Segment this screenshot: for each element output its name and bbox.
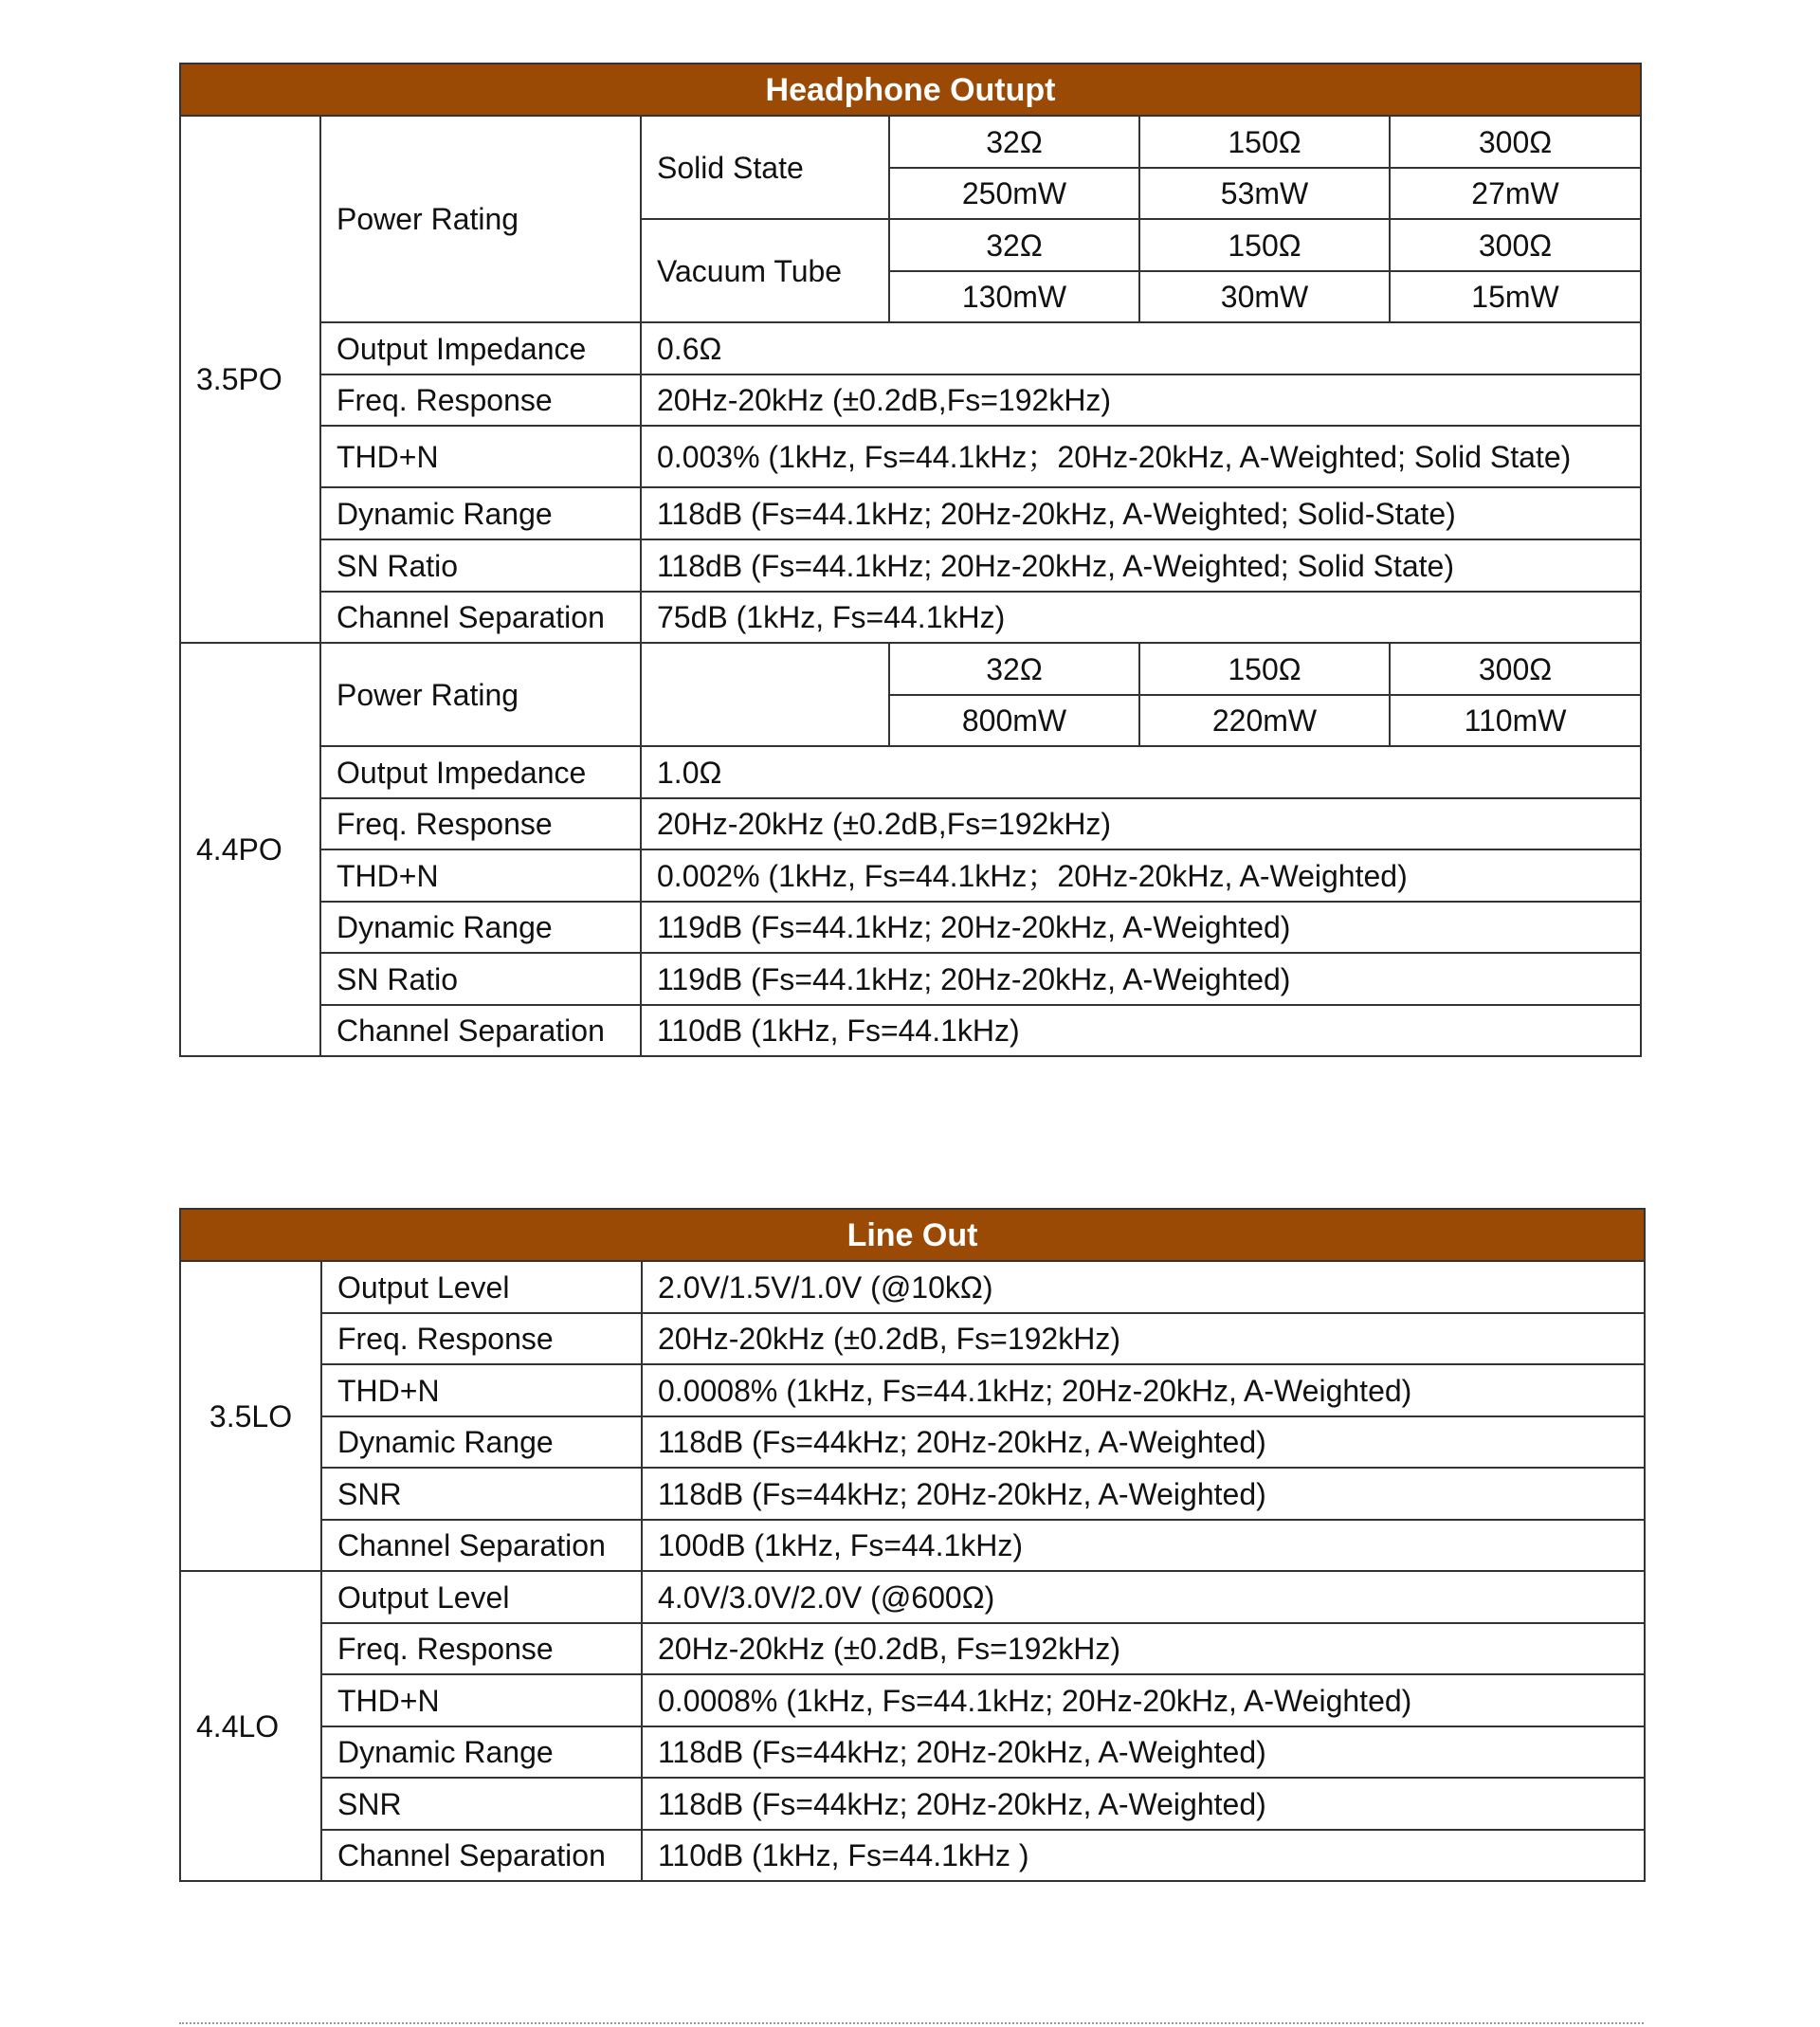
row-label: Dynamic Range [320, 902, 641, 953]
row-value: 20Hz-20kHz (±0.2dB, Fs=192kHz) [642, 1623, 1645, 1674]
row-label: THD+N [321, 1674, 642, 1726]
row-value: 2.0V/1.5V/1.0V (@10kΩ) [642, 1261, 1645, 1313]
row-label: Freq. Response [320, 374, 641, 426]
power-cell: 220mW [1139, 695, 1390, 746]
sublabel-solid-state: Solid State [641, 116, 889, 219]
power-cell: 30mW [1139, 271, 1390, 322]
row-label: Output Level [321, 1261, 642, 1313]
load-cell: 150Ω [1139, 219, 1390, 271]
row-value: 110dB (1kHz, Fs=44.1kHz) [641, 1005, 1641, 1056]
row-value: 119dB (Fs=44.1kHz; 20Hz-20kHz, A-Weighted) [641, 902, 1641, 953]
row-label: THD+N [321, 1364, 642, 1416]
row-value: 20Hz-20kHz (±0.2dB,Fs=192kHz) [641, 798, 1641, 849]
footer-divider [179, 2022, 1644, 2024]
load-cell: 32Ω [889, 219, 1139, 271]
row-label: Dynamic Range [321, 1726, 642, 1778]
section-label-4.4lo: 4.4LO [180, 1571, 321, 1881]
row-label: Output Impedance [320, 322, 641, 374]
row-label: SN Ratio [320, 539, 641, 592]
row-value: 75dB (1kHz, Fs=44.1kHz) [641, 592, 1641, 643]
row-value: 118dB (Fs=44kHz; 20Hz-20kHz, A-Weighted) [642, 1778, 1645, 1830]
row-label: Dynamic Range [320, 487, 641, 539]
row-label: SNR [321, 1468, 642, 1520]
load-cell: 300Ω [1390, 116, 1641, 168]
row-value: 20Hz-20kHz (±0.2dB, Fs=192kHz) [642, 1313, 1645, 1364]
row-value: 118dB (Fs=44.1kHz; 20Hz-20kHz, A-Weighted; Solid-State) [641, 487, 1641, 539]
row-label: Channel Separation [321, 1520, 642, 1571]
row-label: Dynamic Range [321, 1416, 642, 1468]
row-value: 1.0Ω [641, 746, 1641, 798]
row-label: Output Level [321, 1571, 642, 1623]
headphone-output-table [179, 63, 1642, 1057]
table-title: Line Out [180, 1209, 1645, 1261]
row-label: Channel Separation [320, 592, 641, 643]
row-label: THD+N [320, 426, 641, 487]
row-value: 118dB (Fs=44kHz; 20Hz-20kHz, A-Weighted) [642, 1468, 1645, 1520]
power-cell: 110mW [1390, 695, 1641, 746]
row-label: Output Impedance [320, 746, 641, 798]
load-cell: 32Ω [889, 116, 1139, 168]
row-value: 0.002% (1kHz, Fs=44.1kHz；20Hz-20kHz, A-Weighted) [641, 849, 1641, 902]
section-label-4.4po: 4.4PO [180, 643, 320, 1056]
row-label: Channel Separation [321, 1830, 642, 1881]
row-label: THD+N [320, 849, 641, 902]
load-cell: 150Ω [1139, 643, 1390, 695]
sublabel-vacuum-tube: Vacuum Tube [641, 219, 889, 322]
power-cell: 800mW [889, 695, 1139, 746]
row-value: 110dB (1kHz, Fs=44.1kHz ) [642, 1830, 1645, 1881]
section-label-3.5lo: 3.5LO [180, 1261, 321, 1571]
row-label: Freq. Response [321, 1623, 642, 1674]
power-cell: 27mW [1390, 168, 1641, 219]
load-cell: 300Ω [1390, 643, 1641, 695]
row-label: Power Rating [320, 643, 641, 746]
load-cell: 150Ω [1139, 116, 1390, 168]
row-value: 0.6Ω [641, 322, 1641, 374]
row-value: 0.0008% (1kHz, Fs=44.1kHz; 20Hz-20kHz, A-Weighted) [642, 1674, 1645, 1726]
power-cell: 250mW [889, 168, 1139, 219]
row-label: SNR [321, 1778, 642, 1830]
row-label: Freq. Response [321, 1313, 642, 1364]
row-label: Power Rating [320, 116, 641, 322]
section-label-3.5po: 3.5PO [180, 116, 320, 643]
line-out-table [179, 1208, 1646, 1882]
power-cell: 130mW [889, 271, 1139, 322]
load-cell: 32Ω [889, 643, 1139, 695]
power-cell: 53mW [1139, 168, 1390, 219]
row-value: 118dB (Fs=44.1kHz; 20Hz-20kHz, A-Weighted; Solid State) [641, 539, 1641, 592]
row-value: 4.0V/3.0V/2.0V (@600Ω) [642, 1571, 1645, 1623]
row-value: 0.0008% (1kHz, Fs=44.1kHz; 20Hz-20kHz, A-Weighted) [642, 1364, 1645, 1416]
row-value: 100dB (1kHz, Fs=44.1kHz) [642, 1520, 1645, 1571]
row-value: 119dB (Fs=44.1kHz; 20Hz-20kHz, A-Weighted) [641, 953, 1641, 1005]
table-title: Headphone Outupt [180, 64, 1641, 116]
row-label: Freq. Response [320, 798, 641, 849]
row-value: 20Hz-20kHz (±0.2dB,Fs=192kHz) [641, 374, 1641, 426]
row-label: Channel Separation [320, 1005, 641, 1056]
load-cell: 300Ω [1390, 219, 1641, 271]
row-value: 118dB (Fs=44kHz; 20Hz-20kHz, A-Weighted) [642, 1416, 1645, 1468]
empty-cell [641, 643, 889, 746]
row-value: 118dB (Fs=44kHz; 20Hz-20kHz, A-Weighted) [642, 1726, 1645, 1778]
row-value: 0.003% (1kHz, Fs=44.1kHz；20Hz-20kHz, A-Weighted; Solid State) [641, 426, 1641, 487]
row-label: SN Ratio [320, 953, 641, 1005]
power-cell: 15mW [1390, 271, 1641, 322]
